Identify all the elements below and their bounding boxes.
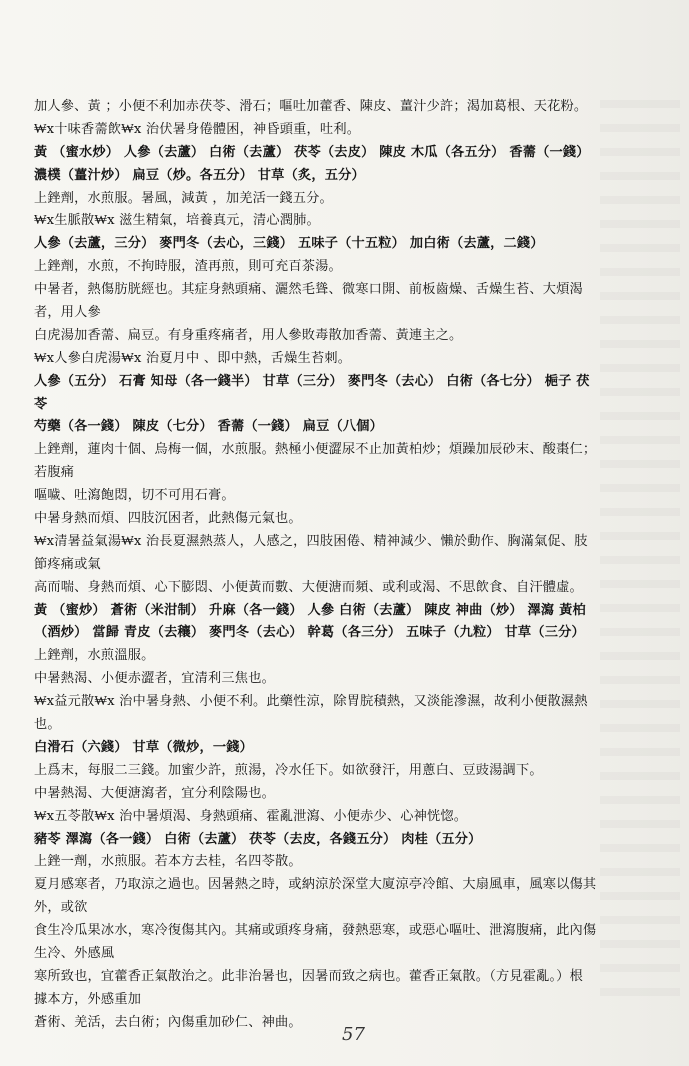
- text-line: 上銼劑，水煎溫服。: [34, 648, 155, 664]
- text-line: 食生冷瓜果冰水，寒冷復傷其內。其痛或頭疼身痛，發熱惡寒，或惡心嘔吐、泄瀉腹痛，此內傷: [34, 923, 597, 939]
- text-line: 寒所致也，宜藿香正氣散治之。此非治暑也，因暑而致之病也。藿香正氣散。（方見霍亂。）根: [34, 968, 584, 984]
- text-line: 若腹痛: [34, 465, 75, 481]
- text-line: 白虎湯加香薷、扁豆。有身重疼痛者，用人參敗毒散加香薷、黃連主之。: [34, 327, 463, 343]
- text-line: 中暑熱渴、大便溏瀉者，宜分利陰陽也。: [34, 785, 275, 801]
- text-line: 上銼一劑，水煎服。若本方去桂，名四苓散。: [34, 854, 302, 870]
- text-line: 芍藥（各一錢） 陳皮（七分） 香薷（一錢） 扁豆（八個）: [34, 419, 384, 435]
- text-line: 上爲末，每服二三錢。加蜜少許，煎湯，冷水任下。如欲發汗，用蔥白、豆豉湯調下。: [34, 762, 543, 778]
- text-line: 嘔噦、吐瀉飽悶，切不可用石膏。: [34, 488, 235, 504]
- text-line: 濃樸（薑汁炒） 扁豆（炒。各五分） 甘草（炙，五分）: [34, 167, 365, 183]
- text-line: 節疼痛或氣: [34, 556, 101, 572]
- text-line: 者，用人參: [34, 305, 101, 321]
- text-line: 中暑者，熱傷肪胱經也。其症身熱頭痛、灑然毛聳、微寒口開、前板齒燥、舌燥生苔、大煩渴: [34, 282, 583, 298]
- text-line: 黃 （蜜水炒） 人參（去蘆） 白術（去蘆） 茯苓（去皮） 陳皮 木瓜（各五分） 香薷（一錢）: [34, 144, 590, 160]
- text-line: ₩x清暑益氣湯₩x 治長夏濕熱蒸人，人感之，四肢困倦、精神減少、懶於動作、胸滿氣促、肢: [34, 533, 588, 549]
- text-line: 人參（去蘆，三分） 麥門冬（去心，三錢） 五味子（十五粒） 加白術（去蘆，二錢）: [34, 236, 544, 252]
- text-block: [34, 96, 602, 1035]
- text-line: ₩x生脈散₩x 滋生精氣，培養真元，清心潤肺。: [34, 213, 320, 229]
- text-line: 蒼術、羌活，去白術；內傷重加砂仁、神曲。: [34, 1014, 302, 1030]
- bleed-through-shadow: [600, 100, 680, 1000]
- text-line: 上銼劑，水煎服。暑風，減黃 ，加羌活一錢五分。: [34, 190, 333, 206]
- text-line: 苓: [34, 396, 48, 412]
- text-line: 中暑熱渴、小便赤澀者，宜清利三焦也。: [34, 671, 275, 687]
- text-line: 中暑身熱而煩、四肢沉困者，此熱傷元氣也。: [34, 511, 302, 527]
- text-line: 也。: [34, 717, 61, 733]
- text-line: 白滑石（六錢） 甘草（微炒，一錢）: [34, 739, 253, 755]
- text-line: 加人參、黃 ；小便不利加赤茯苓、滑石；嘔吐加藿香、陳皮、薑汁少許；渴加葛根、天花粉。: [34, 99, 588, 114]
- text-line: 夏月感寒者，乃取涼之過也。因暑熱之時，或納涼於深堂大廈涼亭冷館、大扇風車，風寒以傷其: [34, 877, 597, 893]
- text-line: ₩x人參白虎湯₩x 治夏月中 、即中熱，舌燥生苔刺。: [34, 350, 352, 366]
- text-line: ₩x十味香薷飲₩x 治伏暑身倦體困，神昏頭重，吐利。: [34, 121, 361, 137]
- text-line: 高而喘、身熱而煩、心下膨悶、小便黃而數、大便溏而頻、或利或渴、不思飲食、自汗體虛。: [34, 579, 583, 595]
- text-line: 生冷、外感風: [34, 945, 115, 961]
- text-line: 黃 （蜜炒） 蒼術（米泔制） 升麻（各一錢） 人參 白術（去蘆） 陳皮 神曲（炒） 澤瀉 黃柏: [34, 602, 586, 618]
- page-number: 57: [342, 1024, 365, 1045]
- text-line: 豬苓 澤瀉（各一錢） 白術（去蘆） 茯苓（去皮，各錢五分） 肉桂（五分）: [34, 831, 482, 847]
- text-line: ₩x益元散₩x 治中暑身熱、小便不利。此藥性涼，除胃脘積熱，又淡能滲濕，故利小便散濕熱: [34, 694, 588, 710]
- text-line: 據本方，外感重加: [34, 991, 142, 1007]
- text-line: （酒炒） 當歸 青皮（去穰） 麥門冬（去心） 幹葛（各三分） 五味子（九粒） 甘草（三分）: [34, 625, 585, 641]
- text-line: 人參（五分） 石膏 知母（各一錢半） 甘草（三分） 麥門冬（去心） 白術（各七分） 梔子 茯: [34, 373, 590, 389]
- text-line: 上銼劑，蓮肉十個、烏梅一個，水煎服。熱極小便澀尿不止加黃柏炒；煩躁加辰砂末、酸棗仁；: [34, 442, 597, 458]
- text-line: ₩x五苓散₩x 治中暑煩渴、身熱頭痛、霍亂泄瀉、小便赤少、心神恍惚。: [34, 808, 468, 824]
- text-line: 外，或欲: [34, 900, 88, 916]
- text-line: 上銼劑，水煎，不拘時服，渣再煎，則可充百茶湯。: [34, 259, 342, 275]
